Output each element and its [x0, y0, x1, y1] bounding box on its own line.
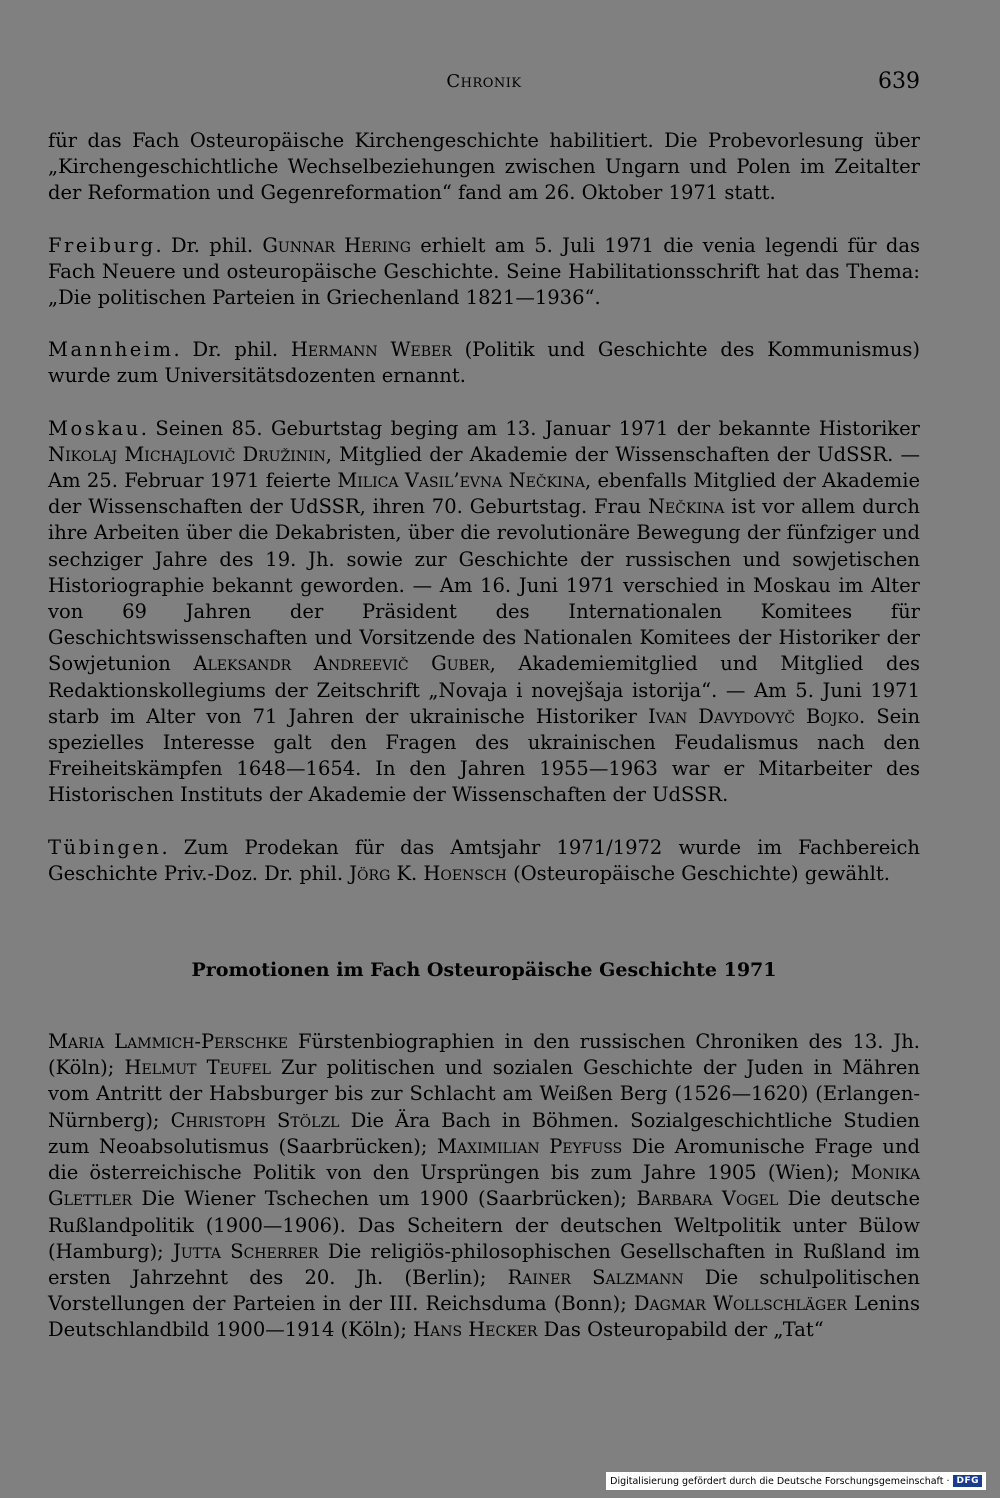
person-name: Nečkina: [647, 495, 725, 519]
credit-text: Digitalisierung gefördert durch die Deutsche Forschungsgemeinschaft ·: [610, 1475, 950, 1487]
page-header: [48, 68, 920, 98]
paragraph-text: Lenins Deutschlandbild 1900—1914 (Köln);: [48, 1292, 920, 1342]
person-name: Helmut Teufel: [124, 1056, 271, 1080]
paragraph-text: Die religiös-philosophischen Gesellschaften in Rußland im ersten Jahrzehnt des 20. Jh. (Berlin);: [48, 1239, 921, 1289]
person-name: Jutta Scherrer: [173, 1239, 319, 1263]
paragraph-text: Das Osteuropabild der „Tat“: [537, 1318, 824, 1342]
page-number: 639: [878, 69, 920, 94]
person-name: Rainer Salzmann: [507, 1265, 684, 1289]
paragraph-text: Zur politischen und sozialen Geschichte der Juden in Mähren vom Antritt der Habsburger bis zur Schlacht am Weißen Berg (1526—1620) (Erlangen-Nürnberg);: [48, 1056, 920, 1132]
person-name: Milica Vasil’evna Nečkina: [337, 469, 585, 493]
paragraph-text: (Politik und Geschichte des Kommunismus) wurde zum Universitätsdozenten ernannt.: [48, 338, 920, 388]
paragraph-text: . Dr. phil.: [155, 233, 263, 257]
paragraph-text: , Mitglied der Akademie der Wissenschaften der UdSSR. — Am 25. Februar 1971 feierte: [48, 442, 921, 493]
paragraph-text: Die Aromunische Frage und die österreichische Politik von den Ursprüngen bis zum Jahre 1905 (Wien);: [48, 1134, 920, 1185]
place-name: Freiburg: [48, 233, 156, 257]
person-name: Monika Glettler: [48, 1161, 920, 1211]
paragraph-text: . Dr. phil.: [173, 338, 291, 362]
place-name: Mannheim: [48, 338, 174, 362]
person-name: Hermann Weber: [290, 338, 452, 362]
paragraph-text: Die schulpolitischen Vorstellungen der Parteien in der III. Reichsduma (Bonn);: [48, 1265, 920, 1316]
paragraph-text: Fürstenbiographien in den russischen Chroniken des 13. Jh. (Köln);: [48, 1030, 920, 1080]
page-body: [48, 128, 920, 1370]
paragraph-habilitation-continued: [48, 128, 920, 207]
paragraph-text: , Akademiemitglied und Mitglied des Redaktionskollegiums der Zeitschrift „Novaja i novejšaja istorija“. — Am 5. Juni 1971 starb im Alter von 71 Jahren der ukrainische Historiker: [48, 652, 920, 728]
person-name: Jörg K. Hoensch: [349, 861, 507, 885]
paragraph-text: Die Wiener Tschechen um 1900 (Saarbrücken);: [132, 1187, 637, 1211]
person-name: Ivan Davydovyč Bojko: [648, 704, 860, 728]
paragraph-mannheim: [48, 337, 920, 389]
paragraph-text: (Osteuropäische Geschichte) gewählt.: [506, 861, 890, 885]
running-head: Chronik: [446, 71, 522, 92]
person-name: Gunnar Hering: [262, 233, 411, 257]
person-name: Dagmar Wollschläger: [633, 1292, 847, 1316]
paragraph-text: , ebenfalls Mitglied der Akademie der Wissenschaften der UdSSR, ihren 70. Geburtstag. Frau: [48, 469, 920, 519]
paragraph-text: . Zum Prodekan für das Amtsjahr 1971/1972 wurde im Fachbereich Geschichte Priv.-Doz. Dr. phil.: [48, 835, 920, 885]
person-name: Aleksandr Andreevič Guber: [193, 652, 490, 676]
paragraph-text: ist vor allem durch ihre Arbeiten über die Dekabristen, über die revolutionäre Bewegung der fünfziger und sechziger Jahre des 19. Jh. sowie zur Geschichte der russischen und sowjetischen Historiographie bekannt geworden. — Am 16. Juni 1971 verschied in Moskau im Alter von 69 Jahren der Präsident des Internationalen Komitees für Geschichtswissenschaften und Vorsitzende des Nationalen Komitees der Historiker der Sowjetunion: [48, 495, 920, 676]
paragraph-text: erhielt am 5. Juli 1971 die venia legendi für das Fach Neuere und osteuropäische Geschichte. Seine Habilitationsschrift hat das Thema: „Die politischen Parteien in Griechenland 1821—1936“.: [48, 233, 920, 310]
paragraph-text: . Seinen 85. Geburtstag beging am 13. Januar 1971 der bekannte Historiker: [140, 416, 920, 440]
paragraph-moskau: [48, 416, 920, 809]
person-name: Maria Lammich-Perschke: [48, 1030, 289, 1054]
paragraph-tuebingen: [48, 835, 920, 887]
digitization-credit: [606, 1472, 986, 1490]
paragraph-text: . Sein spezielles Interesse galt den Fragen des ukrainischen Feudalismus nach den Freiheitskämpfen 1648—1654. In den Jahren 1955—1963 war er Mitarbeiter des Historischen Instituts der Akademie der Wissenschaften der UdSSR.: [48, 704, 921, 807]
paragraph-promotionen: [48, 1029, 920, 1343]
paragraph-text: Die Ära Bach in Böhmen. Sozialgeschichtliche Studien zum Neoabsolutismus (Saarbrücken);: [48, 1108, 920, 1158]
person-name: Maximilian Peyfuss: [437, 1134, 623, 1158]
paragraph-text: für das Fach Osteuropäische Kirchengeschichte habilitiert. Die Probevorlesung über „Kirchengeschichtliche Wechselbeziehungen zwischen Ungarn und Polen im Zeitalter der Reformation und Gegenreformation“ fand am 26. Oktober 1971 statt.: [48, 129, 920, 205]
section-heading: Promotionen im Fach Osteuropäische Geschichte 1971: [191, 959, 777, 982]
paragraph-freiburg: [48, 233, 920, 312]
person-name: Hans Hecker: [413, 1318, 538, 1342]
person-name: Nikolaj Michajlovič Družinin: [48, 442, 326, 466]
person-name: Christoph Stölzl: [170, 1108, 340, 1132]
paragraph-text: Die deutsche Rußlandpolitik (1900—1906). Das Scheitern der deutschen Weltpolitik unter Bülow (Hamburg);: [48, 1187, 920, 1263]
place-name: Tübingen: [48, 835, 162, 859]
person-name: Barbara Vogel: [636, 1187, 779, 1211]
dfg-logo: DFG: [953, 1475, 982, 1487]
place-name: Moskau: [48, 416, 141, 440]
